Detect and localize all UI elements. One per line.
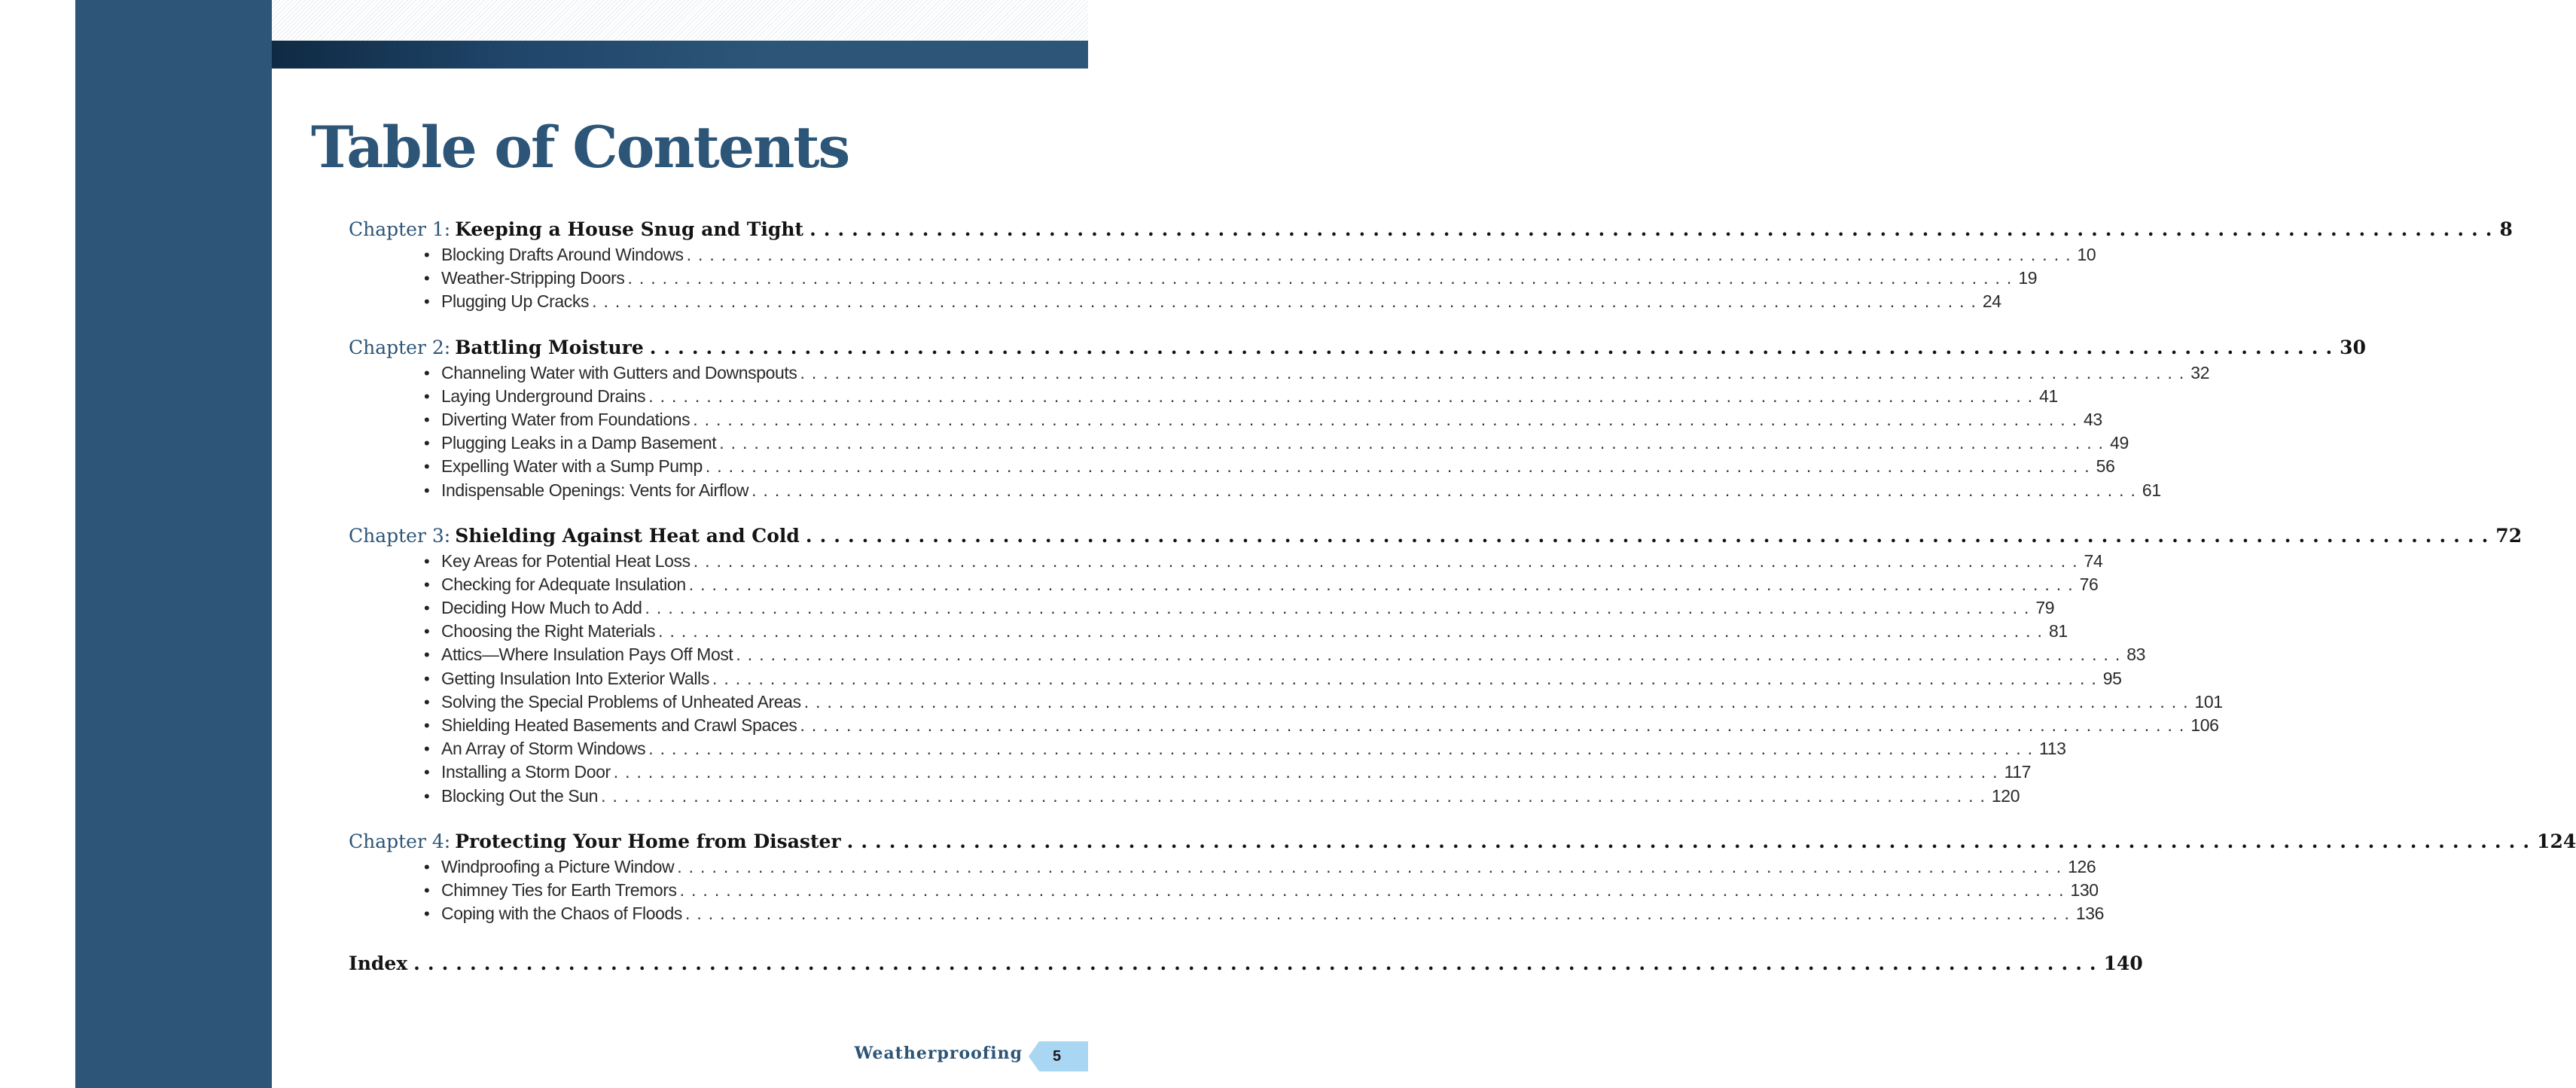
- bullet-icon: •: [424, 645, 430, 665]
- toc-item-page-number: 61: [2142, 480, 2161, 500]
- toc-item[interactable]: [349, 243, 2096, 267]
- dot-leader: ........................................................................................................................: [712, 668, 2103, 688]
- toc-item-page-number: 56: [2096, 456, 2115, 477]
- toc-item[interactable]: [349, 737, 2066, 760]
- toc-item-label: Indispensable Openings: Vents for Airflow: [441, 480, 749, 500]
- toc-item[interactable]: [349, 385, 2058, 408]
- toc-item-label: Checking for Adequate Insulation: [441, 574, 686, 594]
- toc-item[interactable]: [349, 361, 2210, 385]
- bullet-icon: •: [424, 386, 430, 406]
- section-list: [349, 361, 2210, 502]
- toc-item-page-number: 126: [2068, 856, 2096, 876]
- toc-item[interactable]: [349, 290, 2001, 313]
- dot-leader: ........................................................................................................................: [627, 268, 2019, 288]
- chapter-entry[interactable]: [349, 215, 2513, 243]
- toc-item-page-number: 113: [2039, 739, 2066, 759]
- bullet-icon: •: [424, 574, 430, 594]
- dot-leader: ........................................................................................................................: [705, 456, 2096, 477]
- dot-leader: ........................................................................................................................: [613, 762, 2004, 782]
- toc-item-label: Key Areas for Potential Heat Loss: [441, 550, 690, 571]
- section-list: [349, 243, 2096, 314]
- toc-item[interactable]: [349, 643, 2146, 666]
- chapter-page-number: 8: [2499, 218, 2513, 240]
- bullet-icon: •: [424, 763, 430, 782]
- dot-leader: ........................................................................................................................: [601, 785, 1992, 806]
- chapter-number: Chapter 1:: [349, 218, 451, 240]
- bullet-icon: •: [424, 410, 430, 429]
- chapter-title: Shielding Against Heat and Cold: [455, 524, 800, 547]
- toc-item-page-number: 136: [2075, 904, 2105, 924]
- toc-item-label: Chimney Ties for Earth Tremors: [441, 879, 677, 900]
- bullet-icon: •: [424, 480, 430, 500]
- dot-leader: ........................................................................................................................: [658, 621, 2049, 642]
- chapter-entry[interactable]: [349, 827, 2576, 855]
- dot-leader: ........................................................................................................................: [719, 433, 2111, 453]
- dot-leader: ........................................................................................................................: [686, 245, 2078, 264]
- toc-item[interactable]: [349, 690, 2223, 714]
- chapter-title: Battling Moisture: [455, 336, 644, 358]
- chapter-title: Protecting Your Home from Disaster: [455, 830, 841, 852]
- dot-leader: ........................................................................................................................: [592, 291, 1983, 312]
- header-bar: [272, 41, 1088, 69]
- dot-leader: ........................................................................................................................: [803, 691, 2195, 712]
- toc-item-page-number: 120: [1991, 785, 2020, 806]
- dot-leader: ........................................................................................................................: [693, 409, 2084, 429]
- dot-leader: ........................................................................................................................: [800, 362, 2191, 382]
- toc-item-page-number: 130: [2070, 879, 2099, 900]
- chapter-number: Chapter 4:: [349, 830, 451, 852]
- bullet-icon: •: [424, 716, 430, 735]
- toc-item[interactable]: [349, 573, 2099, 596]
- book-title: Weatherproofing: [854, 1044, 1023, 1063]
- section-list: [349, 855, 2105, 926]
- toc-item[interactable]: [349, 267, 2038, 290]
- toc-item-page-number: 74: [2084, 550, 2103, 571]
- bullet-icon: •: [424, 363, 430, 382]
- toc-item[interactable]: [349, 667, 2122, 690]
- toc-item-page-number: 10: [2077, 245, 2096, 264]
- toc-item-page-number: 106: [2190, 715, 2219, 735]
- bullet-icon: •: [424, 434, 430, 453]
- toc-item-label: Diverting Water from Foundations: [441, 409, 690, 429]
- dot-leader: ........................................................................................................................: [679, 879, 2071, 900]
- toc-item[interactable]: [349, 714, 2219, 737]
- toc-item-label: Windproofing a Picture Window: [441, 856, 675, 876]
- toc-item[interactable]: [349, 855, 2096, 879]
- dot-leader: ........................................................................................................................: [413, 952, 2104, 975]
- toc-item[interactable]: [349, 479, 2161, 502]
- toc-item-label: Weather-Stripping Doors: [441, 268, 625, 288]
- chapter-page-number: 72: [2495, 524, 2523, 547]
- toc-item[interactable]: [349, 620, 2068, 643]
- toc-item-label: Plugging Leaks in a Damp Basement: [441, 433, 717, 453]
- chapter-entry[interactable]: [349, 522, 2523, 550]
- chapter-number: Chapter 3:: [349, 524, 451, 547]
- toc-item-page-number: 79: [2035, 598, 2055, 618]
- dot-leader: ........................................................................................................................: [645, 598, 2036, 618]
- toc-item-page-number: 101: [2194, 691, 2223, 712]
- toc-item[interactable]: [349, 431, 2129, 455]
- toc-item-page-number: 81: [2048, 621, 2068, 642]
- table-of-contents: [349, 215, 2576, 977]
- bullet-icon: •: [424, 292, 430, 312]
- toc-item-label: Expelling Water with a Sump Pump: [441, 456, 703, 477]
- dot-leader: ........................................................................................................................: [800, 715, 2191, 735]
- bullet-icon: •: [424, 669, 430, 688]
- dot-leader: ........................................................................................................................: [688, 574, 2080, 594]
- bullet-icon: •: [424, 599, 430, 618]
- toc-item[interactable]: [349, 408, 2102, 431]
- toc-item[interactable]: [349, 550, 2103, 573]
- dot-leader: ........................................................................................................................: [648, 386, 2040, 406]
- chapter-entry[interactable]: [349, 334, 2366, 361]
- dot-leader: ........................................................................................................................: [846, 830, 2538, 852]
- toc-item-page-number: 83: [2126, 645, 2146, 665]
- dot-leader: ........................................................................................................................: [677, 856, 2068, 876]
- toc-item[interactable]: [349, 785, 2020, 808]
- bullet-icon: •: [424, 904, 430, 924]
- chapter-section: [349, 827, 2576, 926]
- toc-item[interactable]: [349, 596, 2055, 620]
- left-color-band: [75, 0, 272, 1088]
- toc-item-label: Solving the Special Problems of Unheated Areas: [441, 691, 801, 712]
- bullet-icon: •: [424, 857, 430, 876]
- bullet-icon: •: [424, 622, 430, 642]
- bullet-icon: •: [424, 245, 430, 264]
- toc-item-label: Deciding How Much to Add: [441, 598, 642, 618]
- toc-item-label: Shielding Heated Basements and Crawl Spaces: [441, 715, 797, 735]
- chapter-page-number: 30: [2340, 336, 2366, 358]
- toc-item-label: Channeling Water with Gutters and Downspouts: [441, 362, 797, 382]
- chapter-title: Keeping a House Snug and Tight: [455, 218, 804, 240]
- header-hatch-pattern: [272, 0, 1088, 41]
- index-entry[interactable]: [349, 949, 2143, 977]
- toc-item-page-number: 32: [2190, 362, 2210, 382]
- bullet-icon: •: [424, 739, 430, 759]
- dot-leader: ........................................................................................................................: [736, 645, 2127, 665]
- bullet-icon: •: [424, 880, 430, 900]
- toc-item[interactable]: [349, 760, 2032, 784]
- dot-leader: ........................................................................................................................: [805, 524, 2496, 547]
- toc-item-label: Plugging Up Cracks: [441, 291, 590, 312]
- bullet-icon: •: [424, 269, 430, 288]
- toc-item-page-number: 43: [2084, 409, 2102, 429]
- index-page-number: 140: [2103, 952, 2143, 975]
- bullet-icon: •: [424, 551, 430, 571]
- dot-leader: ........................................................................................................................: [751, 480, 2142, 500]
- bullet-icon: •: [424, 692, 430, 712]
- dot-leader: ........................................................................................................................: [649, 336, 2340, 358]
- toc-item[interactable]: [349, 455, 2115, 478]
- toc-item-page-number: 76: [2079, 574, 2099, 594]
- dot-leader: ........................................................................................................................: [685, 904, 2076, 924]
- dot-leader: ........................................................................................................................: [693, 550, 2084, 571]
- bullet-icon: •: [424, 457, 430, 477]
- toc-item[interactable]: [349, 879, 2099, 902]
- toc-item-page-number: 117: [2004, 762, 2032, 782]
- chapter-number: Chapter 2:: [349, 336, 451, 358]
- chapter-section: [349, 215, 2513, 314]
- chapter-section: [349, 334, 2366, 502]
- toc-item[interactable]: [349, 902, 2105, 925]
- toc-item-label: Coping with the Chaos of Floods: [441, 904, 683, 924]
- index-label: Index: [349, 952, 408, 975]
- toc-item-page-number: 24: [1982, 291, 2001, 312]
- toc-item-label: Choosing the Right Materials: [441, 621, 656, 642]
- dot-leader: ........................................................................................................................: [809, 218, 2500, 240]
- chapter-page-number: 124: [2537, 830, 2576, 852]
- page-title: Table of Contents: [311, 114, 849, 181]
- section-list: [349, 550, 2223, 808]
- toc-item-page-number: 49: [2110, 433, 2129, 453]
- dot-leader: ........................................................................................................................: [648, 739, 2040, 759]
- toc-item-label: An Array of Storm Windows: [441, 739, 646, 759]
- toc-item-label: Blocking Drafts Around Windows: [441, 245, 684, 264]
- toc-item-label: Attics—Where Insulation Pays Off Most: [441, 645, 733, 665]
- toc-item-label: Blocking Out the Sun: [441, 785, 599, 806]
- toc-item-label: Getting Insulation Into Exterior Walls: [441, 668, 709, 688]
- page-number: 5: [1053, 1048, 1062, 1065]
- toc-item-page-number: 19: [2018, 268, 2038, 288]
- toc-item-label: Laying Underground Drains: [441, 386, 646, 406]
- toc-item-label: Installing a Storm Door: [441, 762, 611, 782]
- chapter-section: [349, 522, 2523, 808]
- toc-item-page-number: 41: [2039, 386, 2058, 406]
- bullet-icon: •: [424, 786, 430, 806]
- toc-item-page-number: 95: [2102, 668, 2122, 688]
